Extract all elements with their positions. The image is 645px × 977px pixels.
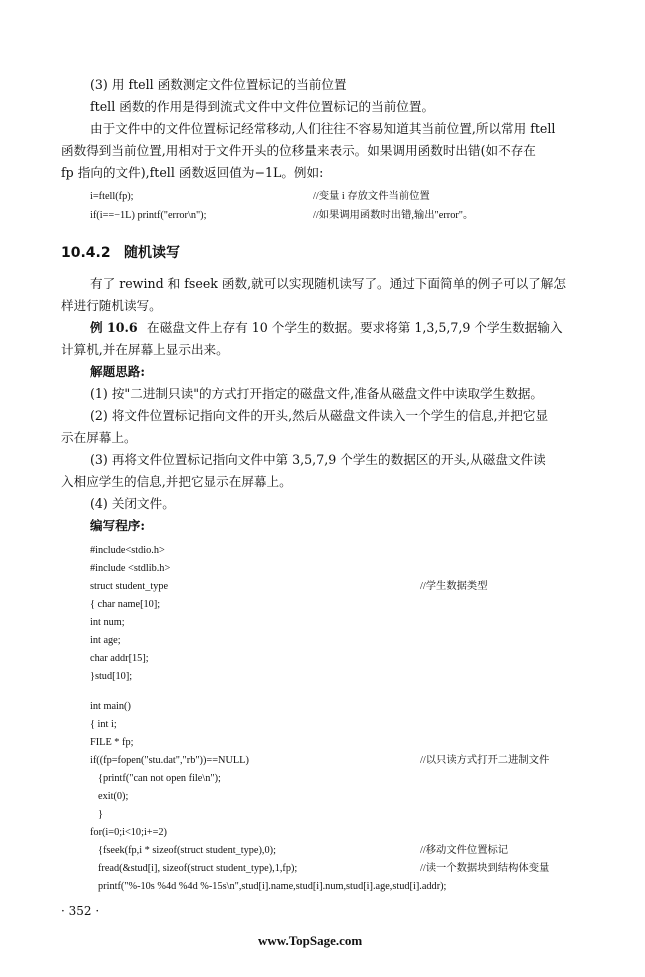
- program-label: 编写程序:: [90, 518, 146, 533]
- step-line: (1) 按"二进制只读"的方式打开指定的磁盘文件,准备从磁盘文件中读取学生数据。: [90, 386, 544, 401]
- page-number: · 352 ·: [61, 904, 100, 918]
- code-line: exit(0);: [98, 791, 129, 802]
- code-line: }: [98, 809, 103, 820]
- step-line: 入相应学生的信息,并把它显示在屏幕上。: [61, 474, 292, 489]
- solution-label: 解题思路:: [90, 364, 146, 379]
- code-comment: //如果调用函数时出错,输出"error"。: [313, 210, 474, 221]
- code-line: if(i==−1L) printf("error\n");: [90, 210, 207, 221]
- paragraph-line: ftell 函数的作用是得到流式文件中文件位置标记的当前位置。: [90, 99, 435, 114]
- code-line: for(i=0;i<10;i+=2): [90, 827, 167, 838]
- watermark-url: www.TopSage.com: [258, 933, 363, 948]
- code-line: struct student_type: [90, 581, 169, 592]
- section-title: 随机读写: [124, 245, 180, 261]
- step-line: (4) 关闭文件。: [90, 496, 175, 511]
- code-line: printf("%-10s %4d %4d %-15s\n",stud[i].name,stud[i].num,stud[i].age,stud[i].addr);: [98, 881, 447, 892]
- code-line: { char name[10];: [90, 599, 161, 610]
- step-line: (3) 再将文件位置标记指向文件中第 3,5,7,9 个学生的数据区的开头,从磁盘文件读: [90, 452, 546, 467]
- code-line: {fseek(fp,i * sizeof(struct student_type),0);: [98, 845, 276, 856]
- subsection-title: (3) 用 ftell 函数测定文件位置标记的当前位置: [90, 77, 347, 92]
- code-comment: //移动文件位置标记: [420, 845, 509, 856]
- code-line: {printf("can not open file\n");: [98, 773, 221, 784]
- paragraph-line: 样进行随机读写。: [61, 298, 162, 313]
- code-line: i=ftell(fp);: [90, 191, 134, 202]
- paragraph-line: 由于文件中的文件位置标记经常移动,人们往往不容易知道其当前位置,所以常用 ftell: [90, 121, 556, 136]
- example-label: 例 10.6: [90, 320, 138, 335]
- step-line: (2) 将文件位置标记指向文件的开头,然后从磁盘文件读入一个学生的信息,并把它显: [90, 408, 549, 423]
- code-line: fread(&stud[i], sizeof(struct student_type),1,fp);: [98, 863, 298, 874]
- code-line: FILE * fp;: [90, 737, 134, 748]
- code-line: #include<stdio.h>: [90, 545, 165, 556]
- code-line: }stud[10];: [90, 671, 133, 682]
- code-line: int main(): [90, 701, 131, 712]
- paragraph-line: 有了 rewind 和 fseek 函数,就可以实现随机读写了。通过下面简单的例子可以了解怎: [90, 276, 566, 291]
- code-comment: //读一个数据块到结构体变量: [420, 863, 550, 874]
- example-text: 在磁盘文件上存有 10 个学生的数据。要求将第 1,3,5,7,9 个学生数据输入: [147, 320, 563, 335]
- code-comment: //变量 i 存放文件当前位置: [313, 191, 430, 202]
- code-comment: //以只读方式打开二进制文件: [420, 755, 550, 766]
- example-text: 计算机,并在屏幕上显示出来。: [61, 342, 229, 357]
- code-line: int num;: [90, 617, 125, 628]
- code-comment: //学生数据类型: [420, 581, 488, 592]
- code-line: #include <stdlib.h>: [90, 563, 171, 574]
- code-line: char addr[15];: [90, 653, 149, 664]
- section-number: 10.4.2: [61, 245, 111, 261]
- code-line: if((fp=fopen("stu.dat","rb"))==NULL): [90, 755, 249, 766]
- paragraph-line: 函数得到当前位置,用相对于文件开头的位移量来表示。如果调用函数时出错(如不存在: [61, 143, 536, 158]
- step-line: 示在屏幕上。: [61, 430, 137, 445]
- paragraph-line: fp 指向的文件),ftell 函数返回值为−1L。例如:: [61, 165, 324, 180]
- code-line: { int i;: [90, 719, 117, 730]
- code-line: int age;: [90, 635, 121, 646]
